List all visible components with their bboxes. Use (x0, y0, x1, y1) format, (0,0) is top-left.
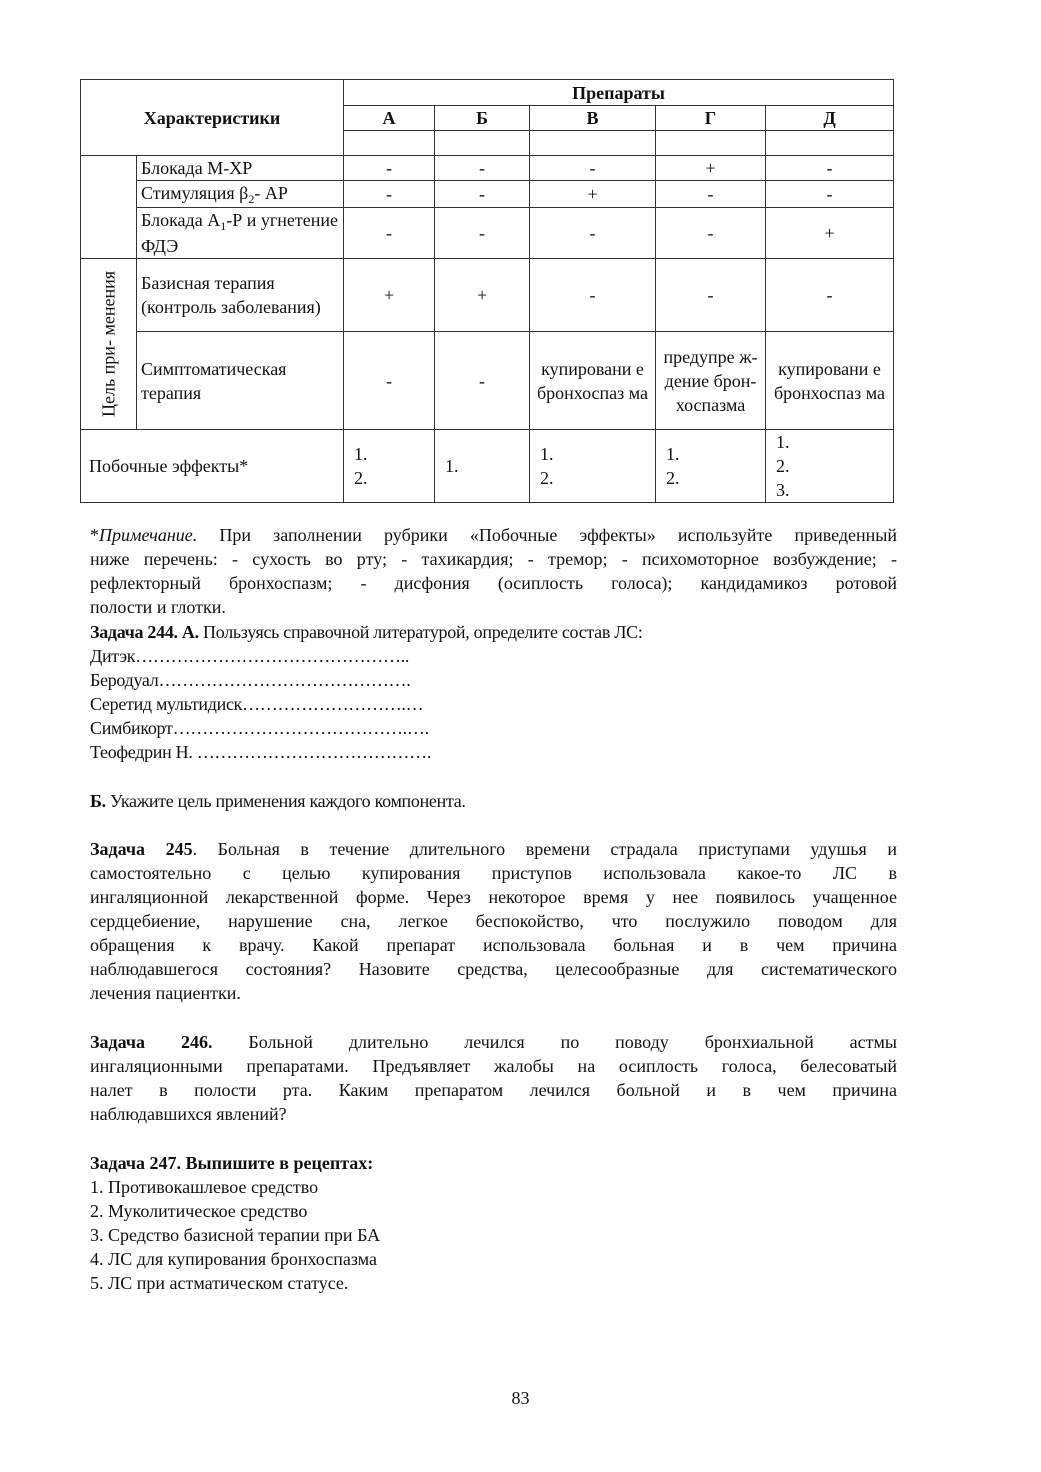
purpose-group-cell (81, 259, 137, 430)
row-label: Стимуляция $\beta_2-$ АР (137, 181, 344, 208)
header-empty-cell (766, 131, 894, 156)
header-col-g: Г (656, 106, 766, 131)
page-number: 83 (511, 1388, 530, 1408)
list-item: 4. ЛС для купирования бронхоспазма (90, 1249, 377, 1269)
table-cell: - (435, 208, 530, 259)
drug-characteristics-table (80, 79, 894, 503)
row-label: Базисная терапия (контроль заболевания) (137, 259, 344, 332)
task-244-b: Б. Укажите цель применения каждого компонента. (90, 791, 466, 811)
purpose-group-label: Цель при- менения (98, 271, 118, 417)
header-col-v: В (530, 106, 656, 131)
side-effects-label: Побочные эффекты* (81, 430, 344, 503)
table-cell: - (435, 332, 530, 430)
note-italic-label: Примечание. (99, 525, 198, 545)
table-cell: - (344, 156, 435, 181)
table-cell: - (766, 156, 894, 181)
header-empty-cell (656, 131, 766, 156)
table-cell: - (766, 259, 894, 332)
header-col-d: Д (766, 106, 894, 131)
table-cell: - (656, 259, 766, 332)
table-cell: предупре ж-дение брон- хоспазма (656, 332, 766, 430)
header-empty-cell (530, 131, 656, 156)
table-cell: купировани е бронхоспаз ма (530, 332, 656, 430)
table-cell: - (656, 181, 766, 208)
header-empty-cell (344, 131, 435, 156)
header-drugs: Препараты (344, 80, 894, 106)
table-cell: - (766, 181, 894, 208)
table-cell: - (656, 208, 766, 259)
table-cell: - (344, 208, 435, 259)
side-effects-cell: 1. 2. (656, 430, 766, 503)
header-col-a: А (344, 106, 435, 131)
side-effects-cell: 1. 2. 3. (766, 430, 894, 503)
note-paragraph: *Примечание. При заполнении рубрики «Побочные эффекты» используйте приведенный ниже перечень: - сухость во рту; - тахикардия; - тремор; - психомоторное возбуждение; - рефлекторный бронхоспазм; - дисфония (осиплость голоса); кандидамикоз ротовой полости и глотки. (90, 525, 897, 617)
mechanism-group-cell (81, 156, 137, 259)
table-cell: + (435, 259, 530, 332)
list-item: Симбикорт………………………………….…. (90, 718, 429, 738)
header-characteristics: Характеристики (81, 80, 344, 156)
table-cell: - (530, 156, 656, 181)
task-247 (90, 1151, 897, 1295)
row-label: Симптоматическая терапия (137, 332, 344, 430)
task-245: Задача 245. Больная в течение длительного времени страдала приступами удушья и самостоятельно с целью купирования приступов использовала какое-то ЛС в ингаляционной лекарственной форме. Через некоторое время у нее появилось учащенное сердцебиение, нарушение сна, легкое беспокойство, что послужило поводом для обращения к врачу. Какой препарат использовала больная и в чем причина наблюдавшегося состояния? Назовите средства, целесообразные для систематического лечения пациентки. (90, 839, 897, 1003)
header-col-b: Б (435, 106, 530, 131)
table-cell: - (344, 332, 435, 430)
table-cell: - (530, 259, 656, 332)
row-label: Блокада М-ХР (137, 156, 344, 181)
task-247-title: Задача 247. Выпишите в рецептах: (90, 1153, 374, 1173)
table-cell: купировани е бронхоспаз ма (766, 332, 894, 430)
task-244: Задача 244. А. Пользуясь справочной литературой, определите состав ЛС: Дитэк……………………………………….. Беродуал……………………………………. Серетид мультидиск……………………….… Симбикорт………………………………….…. Теофедрин Н. …………………………………. (90, 620, 897, 764)
table-cell: - (530, 208, 656, 259)
row-label: Блокада $А_1-Р$ и угнетение ФДЭ (137, 208, 344, 259)
list-item: 1. Противокашлевое средство (90, 1177, 319, 1197)
list-item: 5. ЛС при астматическом статусе. (90, 1273, 349, 1293)
table-cell: - (435, 156, 530, 181)
task-244-title: Задача 244. А. (90, 622, 199, 642)
table-cell: + (344, 259, 435, 332)
task-246-title: Задача 246. (90, 1032, 213, 1052)
table-cell: - (344, 181, 435, 208)
task-246: Задача 246. Больной длительно лечился по поводу бронхиальной астмы ингаляционными препаратами. Предъявляет жалобы на осиплость голоса, белесоватый налет в полости рта. Каким препаратом лечился больной и в чем причина наблюдавшихся явлений? (90, 1032, 898, 1124)
side-effects-cell: 1. (435, 430, 530, 503)
side-effects-cell: 1. 2. (344, 430, 435, 503)
header-empty-cell (435, 131, 530, 156)
table-cell: + (656, 156, 766, 181)
list-item: Дитэк……………………………………….. (90, 646, 410, 666)
table-cell: + (766, 208, 894, 259)
list-item: Теофедрин Н. …………………………………. (90, 742, 432, 762)
list-item: Серетид мультидиск……………………….… (90, 694, 424, 714)
task-245-title: Задача 245 (90, 839, 193, 859)
list-item: 2. Муколитическое средство (90, 1201, 308, 1221)
table-cell: - (435, 181, 530, 208)
table-cell: + (530, 181, 656, 208)
list-item: Беродуал……………………………………. (90, 670, 411, 690)
side-effects-cell: 1. 2. (530, 430, 656, 503)
list-item: 3. Средство базисной терапии при БА (90, 1225, 381, 1245)
